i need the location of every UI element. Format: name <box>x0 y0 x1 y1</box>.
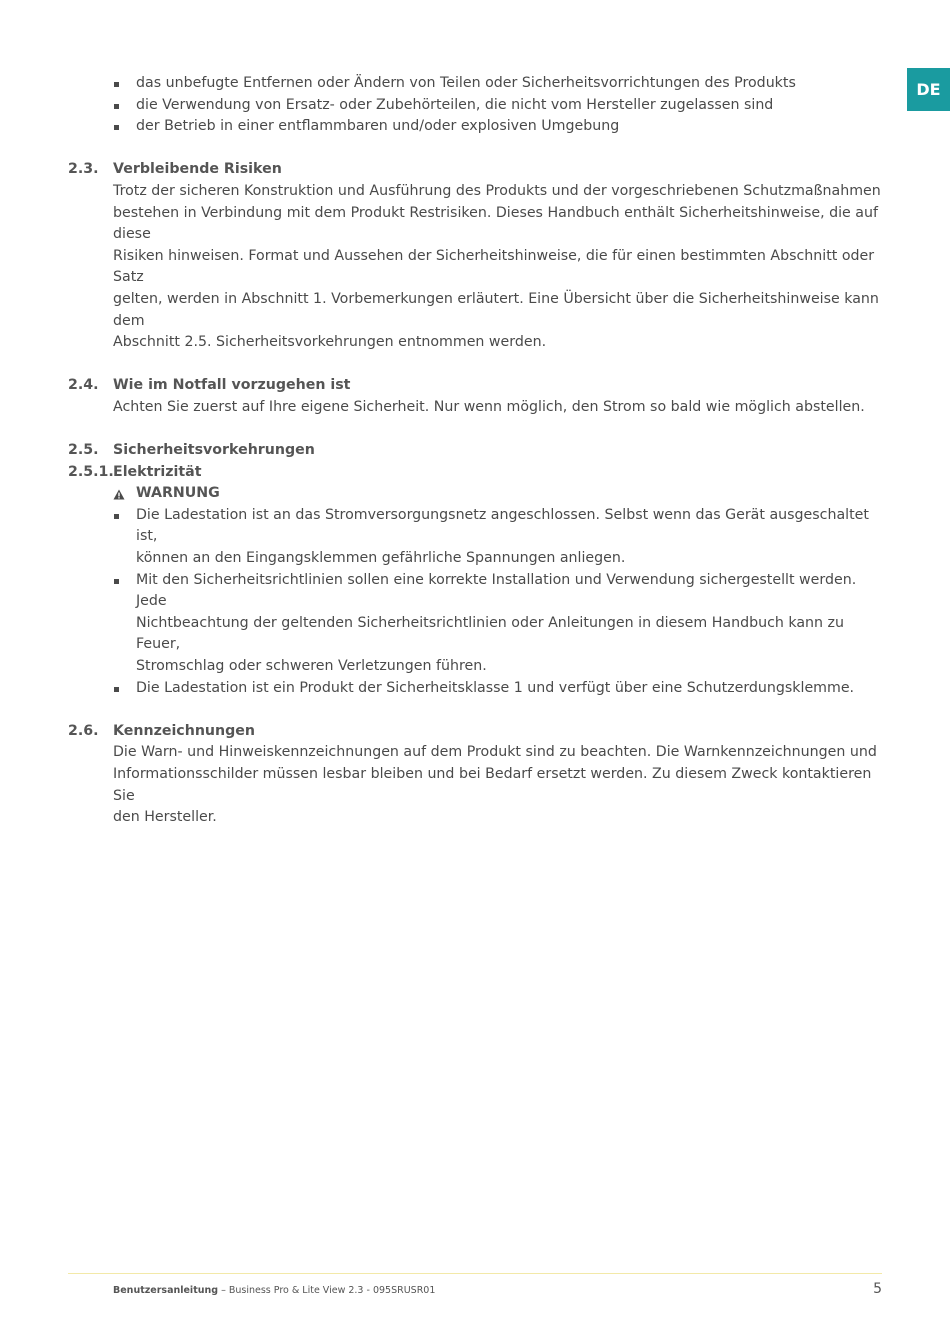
section-title: Wie im Notfall vorzugehen ist <box>113 377 351 394</box>
warning-label <box>0 483 890 505</box>
subsection-title: Elektrizität <box>113 463 202 480</box>
section-2-4 <box>0 375 890 418</box>
section-2-5 <box>0 440 890 699</box>
section-2-6 <box>0 721 890 829</box>
list-item <box>0 678 890 700</box>
page-number: 5 <box>873 1281 882 1297</box>
section-heading <box>0 721 890 743</box>
list-item <box>0 505 890 570</box>
text-line: bestehen in Verbindung mit dem Produkt Restrisiken. Dieses Handbuch enthält Sicherheitshinweise, die auf diese <box>113 204 878 243</box>
text-line: gelten, werden in Abschnitt 1. Vorbemerkungen erläutert. Eine Übersicht über die Sicherheitshinweise kann dem <box>113 290 879 329</box>
section-number: 2.4. <box>68 377 99 394</box>
footer-divider <box>68 1273 882 1274</box>
section-number: 2.3. <box>68 161 99 178</box>
list-item: die Verwendung von Ersatz- oder Zubehörteilen, die nicht vom Hersteller zugelassen sind <box>0 95 890 117</box>
footer-doc-info: – Business Pro & Lite View 2.3 - 095SRUSR01 <box>218 1285 436 1296</box>
text-line: Achten Sie zuerst auf Ihre eigene Sicherheit. Nur wenn möglich, den Strom so bald wie möglich abstellen. <box>113 398 865 415</box>
text-line: Mit den Sicherheitsrichtlinien sollen eine korrekte Installation und Verwendung sichergestellt werden. Jede <box>136 571 857 610</box>
list-item: der Betrieb in einer entflammbaren und/oder explosiven Umgebung <box>0 116 890 138</box>
subsection-number: 2.5.1. <box>68 463 114 480</box>
section-title: Kennzeichnungen <box>113 722 255 739</box>
text-line: Die Warn- und Hinweiskennzeichnungen auf dem Produkt sind zu beachten. Die Warnkennzeichnungen und <box>113 744 877 761</box>
text-line: Trotz der sicheren Konstruktion und Ausführung des Produkts und der vorgeschriebenen Schutzmaßnahmen <box>113 182 881 199</box>
section-text <box>0 742 890 828</box>
text-line: Die Ladestation ist an das Stromversorgungsnetz angeschlossen. Selbst wenn das Gerät ausgeschaltet ist, <box>136 506 869 545</box>
document-body <box>0 73 890 829</box>
footer-doc-title: Benutzersanleitung <box>113 1285 219 1296</box>
section-number: 2.6. <box>68 722 99 739</box>
list-item <box>0 570 890 678</box>
text-line: können an den Eingangsklemmen gefährliche Spannungen anliegen. <box>136 550 626 567</box>
text-line: Risiken hinweisen. Format und Aussehen der Sicherheitshinweise, die für einen bestimmten Abschnitt oder Satz <box>113 247 875 286</box>
warning-bullet-list <box>0 505 890 699</box>
section-number: 2.5. <box>68 442 99 459</box>
text-line: Stromschlag oder schweren Verletzungen führen. <box>136 658 487 675</box>
section-text <box>0 397 890 419</box>
text-line: den Hersteller. <box>113 809 217 826</box>
section-text <box>0 181 890 354</box>
text-line: Informationsschilder müssen lesbar bleiben und bei Bedarf ersetzt werden. Zu diesem Zweck kontaktieren Sie <box>113 766 872 804</box>
warning-triangle-icon <box>113 489 136 500</box>
section-heading <box>0 159 890 181</box>
text-line: Nichtbeachtung der geltenden Sicherheitsrichtlinien oder Anleitungen in diesem Handbuch kann zu Feuer, <box>136 614 844 653</box>
language-tab: DE <box>907 68 950 111</box>
section-2-3 <box>0 159 890 353</box>
subsection-heading <box>0 462 890 484</box>
footer-text <box>113 1285 435 1296</box>
list-item: das unbefugte Entfernen oder Ändern von Teilen oder Sicherheitsvorrichtungen des Produkts <box>0 73 890 95</box>
text-line: Die Ladestation ist ein Produkt der Sicherheitsklasse 1 und verfügt über eine Schutzerdungsklemme. <box>136 679 855 696</box>
section-heading <box>0 440 890 462</box>
warning-text: WARNUNG <box>136 485 220 502</box>
section-title: Verbleibende Risiken <box>113 161 282 178</box>
top-bullet-list <box>0 73 890 138</box>
section-title: Sicherheitsvorkehrungen <box>113 442 315 459</box>
text-line: Abschnitt 2.5. Sicherheitsvorkehrungen entnommen werden. <box>113 334 547 351</box>
section-heading <box>0 375 890 397</box>
